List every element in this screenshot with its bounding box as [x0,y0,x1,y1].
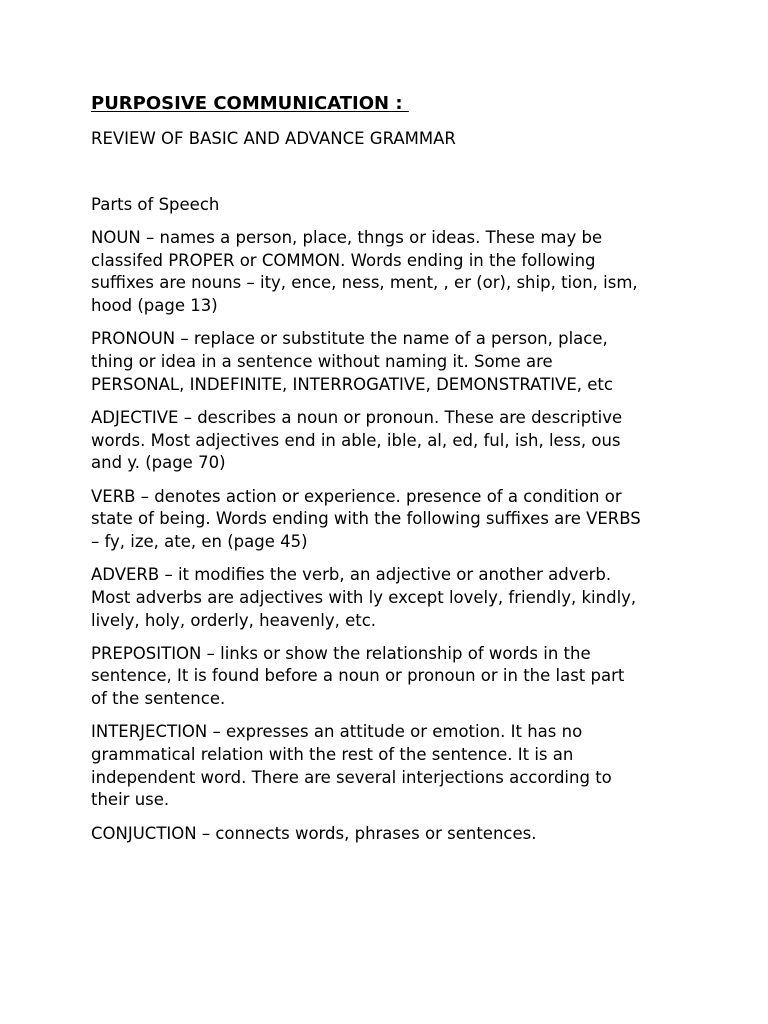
document-subtitle: REVIEW OF BASIC AND ADVANCE GRAMMAR [91,129,456,148]
entry-adjective: ADJECTIVE – describes a noun or pronoun. These are descriptive words. Most adjectives end in able, ible, al, ed, ful, ish, less, ous and y. (page 70) [91,407,623,473]
section-heading: Parts of Speech [91,195,220,214]
document-page [91,92,691,845]
entry-pronoun: PRONOUN – replace or substitute the name of a person, place, thing or idea in a sentence without naming it. Some are PERSONAL, INDEFINITE, INTERROGATIVE, DEMONSTRATIVE, etc [91,329,613,394]
entry-conjunction: CONJUCTION – connects words, phrases or sentences. [91,823,537,843]
document-title: PURPOSIVE COMMUNICATION : [91,93,409,114]
entry-verb: VERB – denotes action or experience. presence of a condition or state of being. Words ending with the following suffixes are VERBS – fy, ize, ate, en (page 45) [91,486,641,551]
parts-of-speech-list [91,227,691,845]
entry-adverb: ADVERB – it modifies the verb, an adjective or another adverb. Most adverbs are adjectives with ly except lovely, friendly, kindly, lively, holy, orderly, heavenly, etc. [91,565,637,630]
entry-preposition: PREPOSITION – links or show the relationship of words in the sentence, It is found before a noun or pronoun or in the last part of the sentence. [91,643,625,709]
entry-interjection: INTERJECTION – expresses an attitude or emotion. It has no grammatical relation with the rest of the sentence. It is an independent word. There are several interjections according to their use. [91,722,612,810]
entry-noun: NOUN – names a person, place, thngs or ideas. These may be classifed PROPER or COMMON. Words ending in the following suffixes are nouns – ity, ence, ness, ment, , er (or), ship, tion, ism, hood (page 13) [91,228,638,316]
